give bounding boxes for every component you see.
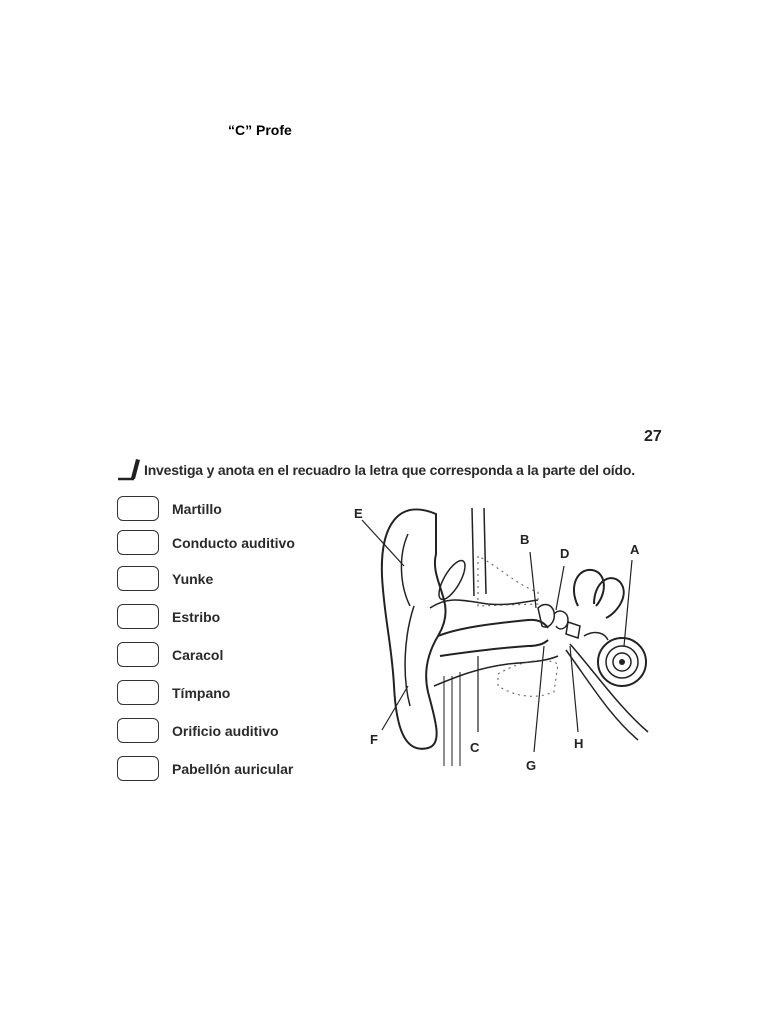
label-C: C [470,740,480,755]
answer-box[interactable] [117,642,159,667]
label-E: E [354,506,363,521]
label-F: F [370,732,378,747]
option-item [117,566,317,592]
option-item [117,642,317,668]
option-label: Pabellón auricular [172,761,294,777]
answer-box[interactable] [117,604,159,629]
answer-box[interactable] [117,496,159,521]
option-label: Martillo [172,501,222,517]
instruction [116,456,676,486]
option-label: Tímpano [172,685,231,701]
option-label: Conducto auditivo [172,535,295,551]
option-item [117,496,317,522]
option-item [117,718,317,744]
option-item [117,530,317,556]
instruction-text: Investiga y anota en el recuadro la letra que corresponda a la parte del oído. [144,462,635,478]
ear-diagram [348,496,656,778]
option-item [117,604,317,630]
answer-box[interactable] [117,756,159,781]
page-number: 27 [644,428,662,445]
option-label: Estribo [172,609,221,625]
answer-box[interactable] [117,530,159,555]
pencil-icon [116,456,142,484]
answer-box[interactable] [117,680,159,705]
label-B: B [520,532,530,547]
label-G: G [526,758,537,773]
label-D: D [560,546,570,561]
option-label: Orificio auditivo [172,723,279,739]
label-A: A [630,542,640,557]
label-H: H [574,736,584,751]
option-item [117,680,317,706]
option-label: Yunke [172,571,214,587]
option-item [117,756,317,782]
option-label: Caracol [172,647,224,663]
header-note: “C” Profe [228,122,292,138]
answer-box[interactable] [117,718,159,743]
answer-box[interactable] [117,566,159,591]
